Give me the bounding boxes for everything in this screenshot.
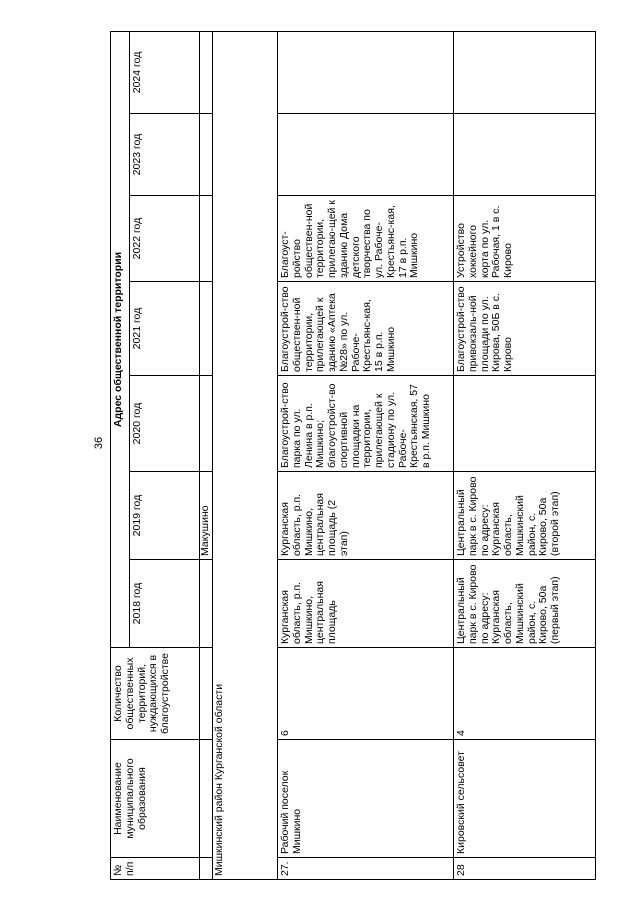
section-makushino: Макушино <box>200 472 213 560</box>
header-name: Наименование муниципального образования <box>111 740 200 858</box>
header-year-2018: 2018 год <box>130 560 200 648</box>
row-2018: Курганская область, р.п. Мишкино, центральная площадь <box>278 560 454 648</box>
row-name: Кировский сельсовет <box>454 740 596 858</box>
row-2018: Центральный парк в с. Кирово по адресу: Курганская область, Мишкинский район, с. Кирово, 50а (первый этап) <box>454 560 596 648</box>
header-year-2019: 2019 год <box>130 472 200 560</box>
row-2019: Центральный парк в с. Кирово по адресу: Курганская область, Мишкинский район, с. Кирово, 50а (второй этап) <box>454 472 596 560</box>
header-year-2024: 2024 год <box>130 31 200 113</box>
row-2021: Благоустрой-ство привокзаль-ной площади по ул. Кирова, 50Б в с. Кирово <box>454 282 596 376</box>
row-2021: Благоустрой-ство обществен-ной территории, прилегающей к зданию «Аптека №28» по ул. Рабоче-Крестьянс-кая, 15 в р.п. Мишкино <box>278 282 454 376</box>
rotated-sheet <box>110 32 640 880</box>
row-2024 <box>278 31 454 113</box>
row-2022: Устройство хоккейного корта по ул. Рабочая, 1 в с. Кирово <box>454 196 596 282</box>
row-num: 28 <box>454 858 596 880</box>
header-row-1 <box>111 31 130 879</box>
territories-table <box>110 31 596 880</box>
row-2022: Благоуст-ройство обществен-ной территории, прилегаю-щей к зданию Дома детского творчества по ул. Рабоче-Крестьянс-кая, 17 в р.п. Мишкино <box>278 196 454 282</box>
row-2020 <box>454 376 596 472</box>
header-count: Количество общественных территорий, нуждающихся в благоустройстве <box>111 648 200 740</box>
header-year-2021: 2021 год <box>130 282 200 376</box>
row-2020: Благоустрой-ство парка по ул. Ленина в р.п. Мишкино; благоустройст-во спортивной площадки на территории, прилегающей к стадиону по ул. Рабоче-Крестьянская, 57 в р.п. Мишкино <box>278 376 454 472</box>
row-2023 <box>454 114 596 196</box>
row-name: Рабочий поселок Мишкино <box>278 740 454 858</box>
row-2023 <box>278 114 454 196</box>
row-count: 6 <box>278 648 454 740</box>
table-row <box>454 31 596 879</box>
section-makushino-row <box>200 31 213 879</box>
section-mishkino-row <box>212 31 277 879</box>
row-count: 4 <box>454 648 596 740</box>
row-2024 <box>454 31 596 113</box>
header-address: Адрес общественной территории <box>111 31 130 647</box>
section-mishkino: Мишкинский район Курганской области <box>212 31 277 879</box>
header-year-2020: 2020 год <box>130 376 200 472</box>
row-num: 27. <box>278 858 454 880</box>
table-row <box>278 31 454 879</box>
header-num: № п/п <box>111 858 200 880</box>
header-year-2023: 2023 год <box>130 114 200 196</box>
row-2019: Курганская область, р.п. Мишкино, центральная площадь (2 этап) <box>278 472 454 560</box>
page-number: 36 <box>93 436 105 450</box>
header-year-2022: 2022 год <box>130 196 200 282</box>
